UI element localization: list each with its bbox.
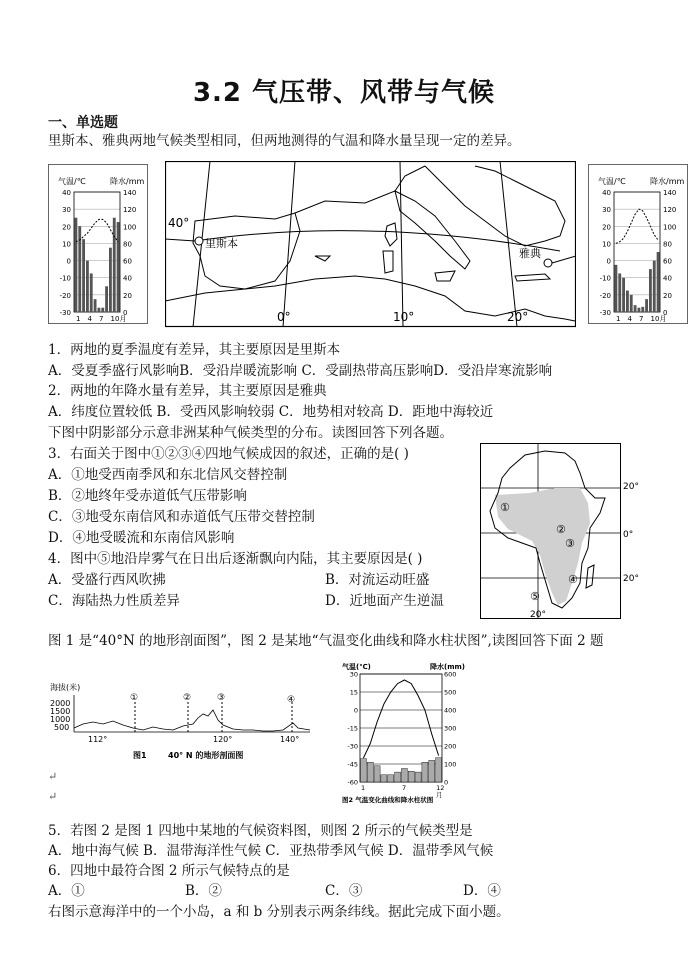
l-temp-tick: 0 — [66, 257, 71, 266]
c2-precip-tick: 0 — [444, 778, 449, 787]
mediterranean-map — [165, 161, 576, 328]
l-precip-tick: 0 — [123, 309, 128, 317]
question-4-option-c: C．海陆热力性质差异 — [48, 593, 180, 609]
question-2-options: A．纬度位置较低 B．受西风影响较弱 C．地势相对较高 D．距地中海较近 — [48, 404, 494, 420]
africa-lat-0: 0° — [623, 530, 634, 540]
athens-temp-label: 气温/℃ — [598, 177, 626, 186]
africa-point-4: ④ — [568, 573, 578, 586]
question-3: 3．右面关于图中①②③④四地气候成因的叙述，正确的是( ) — [48, 446, 409, 462]
intro-text-4: 右图示意海洋中的一个小岛，a 和 b 分别表示两条纬线。据此完成下面小题。 — [48, 904, 510, 920]
profile-lon-112: 112° — [88, 735, 108, 744]
c2-precip-bar — [374, 766, 380, 782]
question-1-options: A．受夏季盛行风影响B．受沿岸暖流影响 C．受副热带高压影响D．受沿岸寒流影响 — [48, 363, 553, 379]
question-6-option-d: D．④ — [463, 883, 501, 899]
africa-point-5: ⑤ — [530, 590, 540, 603]
l-temp-tick: -20 — [59, 291, 71, 300]
r-precip-tick: 120 — [663, 206, 677, 215]
r-precip-bar — [626, 291, 629, 312]
africa-map — [480, 443, 640, 619]
l-precip-tick: 80 — [123, 240, 132, 249]
question-4-option-a: A．受盛行西风吹拂 — [48, 572, 166, 588]
c2-precip-tick: 500 — [444, 688, 457, 697]
c2-temp-tick: 15 — [349, 688, 358, 697]
intro-text-1: 里斯本、雅典两地气候类型相同，但两地测得的气温和降水量呈现一定的差异。 — [48, 133, 521, 149]
question-3-option-c: C．③地受东南信风和赤道低气压带交替控制 — [48, 509, 315, 525]
africa-lat-20n: 20° — [623, 482, 639, 492]
l-temp-tick: 10 — [62, 240, 71, 249]
c2-month-tick: 7 — [402, 784, 407, 792]
r-precip-tick: 20 — [663, 291, 672, 300]
lisbon-precip-label: 降水/mm — [110, 177, 145, 186]
question-5-options: A．地中海气候 B．温带海洋性气候 C．亚热带季风气候 D．温带季风气候 — [48, 843, 494, 859]
c2-precip-bar — [422, 762, 428, 782]
l-precip-tick: 140 — [123, 189, 137, 197]
r-temp-tick: 30 — [602, 206, 611, 215]
c2-precip-bar — [436, 758, 442, 782]
r-precip-bar — [622, 278, 625, 312]
r-temp-tick: -30 — [599, 309, 611, 317]
l-temp-tick: 20 — [62, 223, 71, 232]
l-precip-bar — [105, 286, 108, 312]
c2-caption: 图2 气温变化曲线和降水柱状图 — [342, 796, 434, 804]
section-heading: 一、单选题 — [48, 115, 118, 131]
r-precip-bar — [638, 308, 641, 312]
profile-marker-4: ④ — [287, 695, 296, 705]
profile-tick-2000: 2000 — [50, 699, 71, 708]
profile-tick-1500: 1500 — [50, 707, 71, 716]
r-temp-tick: 40 — [602, 189, 611, 197]
r-temp-tick: -10 — [599, 274, 611, 283]
r-precip-bar — [645, 299, 648, 312]
c2-temp-tick: 30 — [349, 670, 358, 679]
c2-precip-bar — [395, 772, 401, 782]
africa-point-1: ① — [500, 501, 510, 514]
lon0-label: 0° — [277, 310, 291, 324]
l-precip-tick: 40 — [123, 274, 132, 283]
question-6-option-a: A．① — [48, 883, 85, 899]
profile-marker-3: ③ — [217, 693, 226, 703]
africa-lat-20s: 20° — [623, 574, 639, 584]
profile-ylabel: 海拔(米) — [50, 683, 81, 692]
profile-marker-1: ① — [130, 693, 139, 703]
question-6-option-c: C．③ — [325, 883, 363, 899]
c2-month-tick: 1 — [361, 784, 366, 792]
l-precip-bar — [94, 299, 97, 312]
question-3-option-d: D．④地受暖流和东南信风影响 — [48, 530, 235, 546]
c2-precip-tick: 400 — [444, 706, 457, 715]
c2-month-unit: 月 — [436, 791, 443, 799]
lisbon-climate-chart — [48, 164, 148, 324]
profile-tick-1000: 1000 — [50, 715, 71, 724]
question-1: 1．两地的夏季温度有差异，其主要原因是里斯本 — [48, 342, 341, 358]
lisbon-temp-label: 气温/℃ — [58, 177, 86, 186]
return-mark-1: ↵ — [48, 770, 58, 783]
l-temp-tick: -30 — [59, 309, 71, 317]
question-4-option-d: D．近地面产生逆温 — [325, 593, 444, 609]
c2-temp-tick: -60 — [347, 778, 358, 787]
question-3-option-b: B．②地终年受赤道低气压带影响 — [48, 488, 247, 504]
l-precip-bar — [75, 218, 78, 312]
c2-precip-tick: 300 — [444, 724, 457, 733]
question-6-option-b: B．② — [185, 883, 222, 899]
africa-point-2: ② — [556, 523, 566, 536]
question-5: 5．若图 2 是图 1 四地中某地的气候资料图，则图 2 所示的气候类型是 — [48, 823, 473, 839]
question-4: 4．图中⑤地沿岸雾气在日出后逐渐飘向内陆，其主要原因是( ) — [48, 551, 423, 567]
c2-precip-tick: 100 — [444, 760, 457, 769]
africa-point-3: ③ — [565, 537, 575, 550]
l-precip-tick: 120 — [123, 206, 137, 215]
lon10-label: 10° — [393, 310, 415, 324]
profile-lon-140: 140° — [280, 735, 300, 744]
l-precip-bar — [101, 308, 104, 312]
profile-fig-label: 图1 — [133, 751, 147, 760]
c2-precip-label: 降水(mm) — [430, 663, 465, 671]
l-precip-bar — [86, 261, 89, 312]
c2-precip-bar — [408, 771, 414, 782]
r-temp-tick: 0 — [606, 257, 611, 266]
r-precip-tick: 60 — [663, 257, 672, 266]
athens-climate-chart — [588, 164, 688, 324]
intro-text-3: 图 1 是“40°N 的地形剖面图”，图 2 是某地“气温变化曲线和降水柱状图”,读图回答下面 2 题 — [48, 633, 604, 649]
r-precip-tick: 0 — [663, 309, 668, 317]
l-precip-bar — [98, 308, 101, 312]
l-month-tick: 7 — [99, 315, 104, 323]
athens-marker — [544, 259, 552, 267]
r-precip-bar — [618, 273, 621, 312]
c2-temp-tick: -15 — [347, 724, 358, 733]
question-2: 2．两地的年降水量有差异，其主要原因是雅典 — [48, 383, 327, 399]
r-precip-bar — [630, 295, 633, 312]
r-precip-tick: 80 — [663, 240, 672, 249]
latitude-label: 40° — [168, 216, 190, 230]
c2-precip-tick: 200 — [444, 742, 457, 751]
africa-lon-20: 20° — [530, 610, 546, 619]
l-precip-tick: 20 — [123, 291, 132, 300]
r-precip-bar — [615, 265, 618, 312]
lon20-label: 20° — [507, 310, 529, 324]
l-precip-bar — [113, 218, 116, 312]
terrain-profile-chart — [48, 680, 318, 770]
c2-precip-bar — [429, 760, 435, 782]
profile-lon-120: 120° — [213, 735, 233, 744]
r-precip-bar — [634, 305, 637, 312]
c2-precip-bar — [360, 759, 366, 782]
r-precip-bar — [641, 307, 644, 312]
question-3-option-a: A．①地受西南季风和东北信风交替控制 — [48, 467, 288, 483]
r-temp-tick: 10 — [602, 240, 611, 249]
l-temp-tick: 40 — [62, 189, 71, 197]
c2-precip-bar — [415, 772, 421, 782]
l-precip-bar — [82, 239, 85, 312]
r-precip-bar — [649, 269, 652, 312]
l-precip-bar — [109, 248, 112, 312]
athens-label: 雅典 — [519, 247, 541, 260]
r-month-tick: 1 — [616, 315, 621, 323]
c2-temp-tick: 0 — [353, 706, 358, 715]
l-precip-tick: 60 — [123, 257, 132, 266]
c2-month-tick: 12 — [436, 784, 445, 792]
intro-text-2: 下图中阴影部分示意非洲某种气候类型的分布。读图回答下列各题。 — [48, 425, 453, 441]
question-6: 6．四地中最符合图 2 所示气候特点的是 — [48, 863, 290, 879]
profile-caption: 40° N 的地形剖面图 — [168, 751, 244, 760]
page-title: 3.2 气压带、风带与气候 — [192, 78, 496, 108]
c2-precip-bar — [388, 775, 394, 782]
athens-precip-label: 降水/mm — [650, 177, 685, 186]
r-month-tick: 7 — [639, 315, 644, 323]
profile-marker-2: ② — [183, 693, 192, 703]
r-temp-tick: 20 — [602, 223, 611, 232]
climate-chart-2 — [340, 660, 468, 806]
l-month-tick: 10月 — [110, 315, 127, 323]
profile-tick-500: 500 — [54, 723, 70, 732]
r-precip-tick: 40 — [663, 274, 672, 283]
r-precip-tick: 100 — [663, 223, 677, 232]
c2-precip-tick: 600 — [444, 670, 457, 679]
c2-temp-tick: -45 — [347, 760, 358, 769]
c2-temp-tick: -30 — [347, 742, 358, 751]
l-month-tick: 4 — [87, 315, 92, 323]
r-precip-tick: 140 — [663, 189, 677, 197]
lisbon-label: 里斯本 — [205, 237, 238, 250]
c2-precip-bar — [367, 762, 373, 782]
c2-precip-bar — [381, 775, 387, 782]
l-month-tick: 1 — [76, 315, 81, 323]
l-precip-tick: 100 — [123, 223, 137, 232]
l-precip-bar — [78, 226, 81, 312]
r-precip-bar — [653, 261, 656, 312]
return-mark-2: ↵ — [48, 790, 58, 803]
l-precip-bar — [90, 273, 93, 312]
l-temp-tick: 30 — [62, 206, 71, 215]
r-temp-tick: -20 — [599, 291, 611, 300]
lisbon-marker — [195, 237, 203, 245]
r-month-tick: 4 — [627, 315, 632, 323]
l-temp-tick: -10 — [59, 274, 71, 283]
l-precip-bar — [117, 222, 120, 312]
c2-temp-label: 气温(℃) — [342, 663, 371, 671]
r-precip-bar — [657, 252, 660, 312]
c2-precip-bar — [401, 769, 407, 783]
question-4-option-b: B．对流运动旺盛 — [325, 572, 430, 588]
r-month-tick: 10月 — [650, 315, 667, 323]
